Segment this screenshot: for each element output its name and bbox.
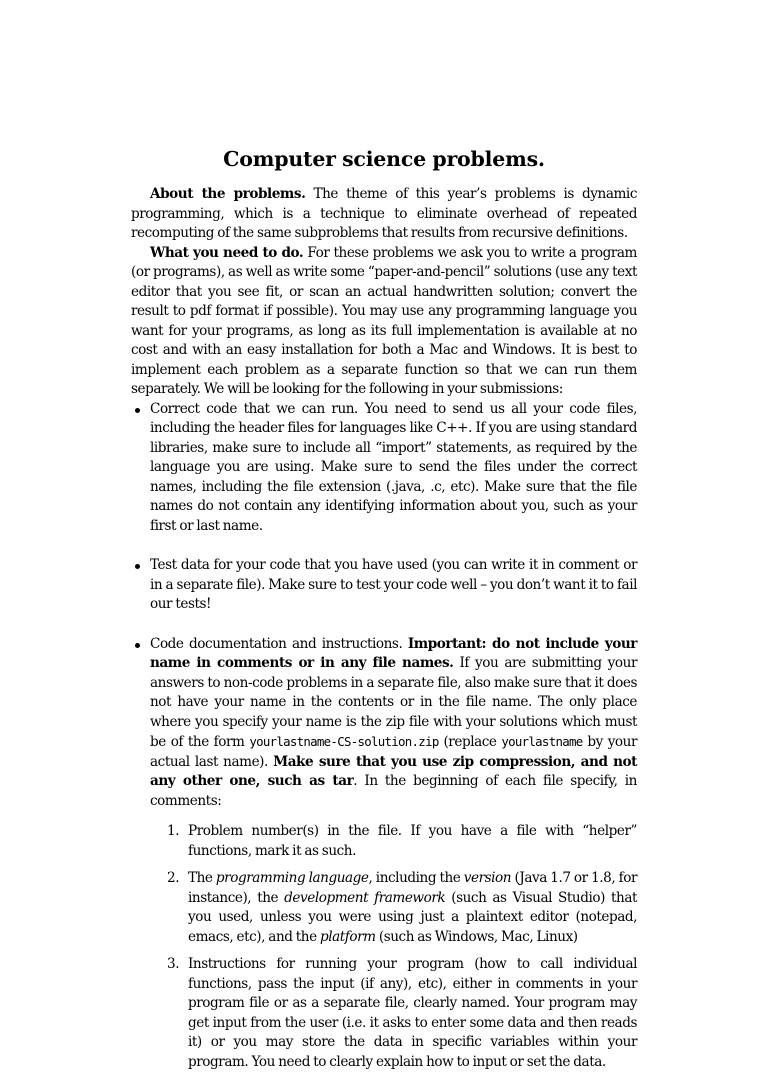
docs-intro: Code documentation and instructions.: [150, 636, 408, 652]
replace-post: by your actual last name).: [150, 734, 637, 770]
list-item-test: [131, 556, 637, 615]
step-mid1: , including the: [369, 870, 464, 886]
about-text: The theme of this year’s problems is dynamic programming, which is a technique to eliminate overhead of repeated recomputing of the same subproblems that results from recursive definitions.: [131, 186, 637, 241]
docs-end-text: . In the beginning of each file specify, in comments:: [150, 773, 637, 809]
replace-pre: (replace: [439, 734, 502, 750]
step-item: [150, 955, 637, 1072]
about-paragraph: [131, 185, 637, 244]
replace-word: yourlastname: [501, 734, 582, 749]
step-number: 3.: [167, 955, 179, 975]
page-title: Computer science problems.: [131, 150, 637, 170]
step-mid3: (such as Visual Studio) that you used, unless you were using just a plaintext editor (notepad, emacs, etc), and the: [188, 890, 637, 945]
step-version: version: [464, 870, 511, 886]
document-body: [131, 185, 637, 1072]
requirements-list: [131, 400, 637, 1072]
code-requirement-text: Correct code that we can run. You need to send us all your code files, including the header files for languages like C++. If you are using standard libraries, make sure to include all “import” statements, as required by the language you are using. Make sure to send the files under the correct names, including the file extension (.java, .c, etc). Make sure that the file names do not contain any identifying information about you, such as your first or last name.: [150, 401, 637, 534]
file-header-steps: [150, 822, 637, 1072]
zip-warning: Make sure that you use zip compression, and not any other one, such as tar: [150, 754, 637, 790]
step-mid2: (Java 1.7 or 1.8, for instance), the: [188, 870, 637, 906]
important-notice: Important: do not include your name in comments or in any file names.: [150, 636, 637, 672]
zip-filename: yourlastname-CS-solution.zip: [249, 734, 438, 749]
bullet-icon: [135, 564, 140, 569]
test-requirement-text: Test data for your code that you have used (you can write it in comment or in a separate file). Make sure to test your code well – you don’t want it to fail our tests!: [150, 557, 637, 612]
step-text: Problem number(s) in the file. If you have a file with “helper” functions, mark it as such.: [188, 823, 637, 859]
step-framework: development framework: [284, 890, 445, 906]
todo-heading: What you need to do.: [150, 245, 303, 261]
step-number: 1.: [167, 822, 179, 842]
todo-paragraph: [131, 244, 637, 400]
step-number: 2.: [167, 869, 179, 889]
step-item: [150, 869, 637, 947]
step-lang: programming language: [216, 870, 369, 886]
step-pre: The: [188, 870, 216, 886]
step-end: (such as Windows, Mac, Linux): [376, 929, 578, 945]
bullet-icon: [135, 408, 140, 413]
step-item: [150, 822, 637, 861]
todo-text: For these problems we ask you to write a program (or programs), as well as write some “paper-and-pencil” solutions (use any text editor that you see fit, or scan an actual handwritten solution; convert the result to pdf format if possible). You may use any programming language you want for your programs, as long as its full implementation is available at no cost and with an easy installation for both a Mac and Windows. It is best to implement each problem as a separate function so that we can run them separately. We will be looking for the following in your submissions:: [131, 245, 637, 398]
list-item-code: [131, 400, 637, 537]
about-heading: About the problems.: [150, 186, 305, 202]
docs-mid-text: If you are submitting your answers to non-code problems in a separate file, also make sure that it does not have your name in the contents or in the file name. The only place where you specify your name is the zip file with your solutions which must be of the form: [150, 655, 637, 750]
bullet-icon: [135, 643, 140, 648]
step-platform: platform: [320, 929, 376, 945]
list-item-docs: [131, 635, 637, 1072]
step-text: Instructions for running your program (how to call individual functions, pass the input (if any), etc), either in comments in your program file or as a separate file, clearly named. Your program may get input from the user (i.e. it asks to enter some data and then reads it) or you may store the data in specific variables within your program. You need to clearly explain how to input or set the data.: [188, 956, 637, 1070]
